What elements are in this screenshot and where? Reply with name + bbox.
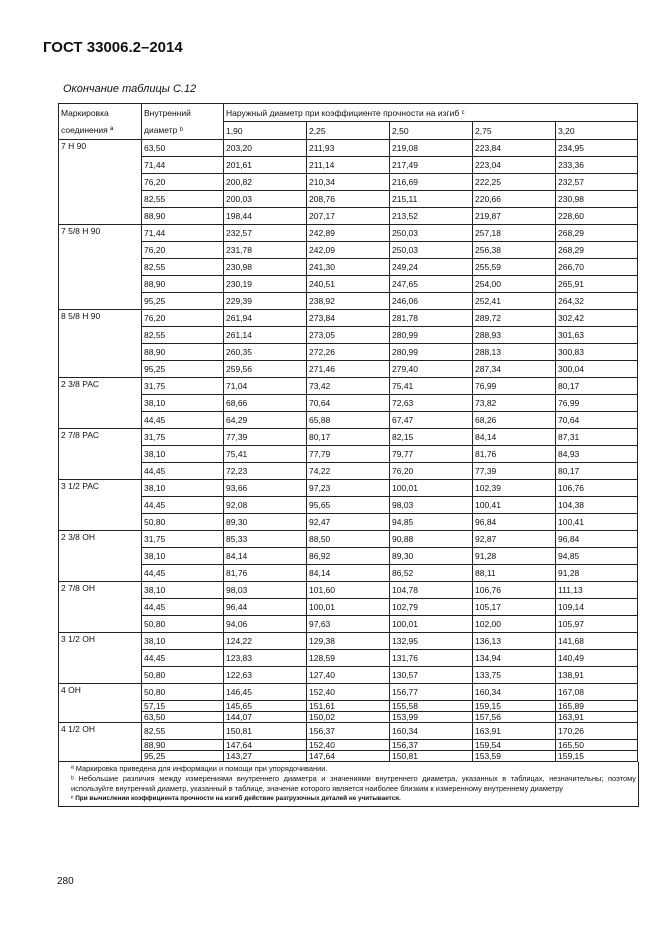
outer-diameter-cell: 109,14 <box>556 599 638 616</box>
inner-diameter-cell: 82,55 <box>142 259 224 276</box>
outer-diameter-cell: 87,31 <box>556 429 638 446</box>
outer-diameter-cell: 72,63 <box>390 395 473 412</box>
connection-marking-cell: 8 5/8 Н 90 <box>59 310 142 378</box>
col-marking-header: Маркировка <box>59 104 142 122</box>
col-inner-diameter-header: Внутренний <box>142 104 224 122</box>
outer-diameter-cell: 159,54 <box>473 740 556 751</box>
outer-diameter-cell: 80,17 <box>307 429 390 446</box>
outer-diameter-cell: 70,64 <box>307 395 390 412</box>
outer-diameter-cell: 200,03 <box>224 191 307 208</box>
outer-diameter-cell: 150,81 <box>390 751 473 762</box>
header-row <box>59 104 638 122</box>
table-row <box>59 446 638 463</box>
outer-diameter-cell: 156,37 <box>390 740 473 751</box>
table-row <box>59 293 638 310</box>
outer-diameter-cell: 233,36 <box>556 157 638 174</box>
outer-diameter-cell: 230,19 <box>224 276 307 293</box>
outer-diameter-cell: 147,64 <box>307 751 390 762</box>
outer-diameter-cell: 106,76 <box>556 480 638 497</box>
inner-diameter-cell: 38,10 <box>142 446 224 463</box>
outer-diameter-cell: 141,68 <box>556 633 638 650</box>
table-row <box>59 740 638 751</box>
outer-diameter-cell: 76,99 <box>473 378 556 395</box>
outer-diameter-cell: 280,99 <box>390 344 473 361</box>
outer-diameter-cell: 156,77 <box>390 684 473 701</box>
outer-diameter-cell: 94,85 <box>556 548 638 565</box>
outer-diameter-cell: 247,65 <box>390 276 473 293</box>
inner-diameter-cell: 31,75 <box>142 378 224 395</box>
inner-diameter-cell: 88,90 <box>142 276 224 293</box>
outer-diameter-cell: 101,60 <box>307 582 390 599</box>
table-row <box>59 565 638 582</box>
inner-diameter-cell: 57,15 <box>142 701 224 712</box>
outer-diameter-cell: 287,34 <box>473 361 556 378</box>
outer-diameter-cell: 272,26 <box>307 344 390 361</box>
outer-diameter-cell: 155,58 <box>390 701 473 712</box>
footnote-a: ª Маркировка приведена для информации и помощи при упорядочивании. <box>71 764 328 773</box>
outer-diameter-cell: 222,25 <box>473 174 556 191</box>
outer-diameter-cell: 229,39 <box>224 293 307 310</box>
outer-diameter-cell: 156,37 <box>307 723 390 740</box>
outer-diameter-cell: 163,91 <box>556 712 638 723</box>
outer-diameter-cell: 241,30 <box>307 259 390 276</box>
inner-diameter-cell: 38,10 <box>142 480 224 497</box>
outer-diameter-cell: 230,98 <box>224 259 307 276</box>
outer-diameter-cell: 150,02 <box>307 712 390 723</box>
inner-diameter-cell: 82,55 <box>142 191 224 208</box>
inner-diameter-cell: 38,10 <box>142 582 224 599</box>
outer-diameter-cell: 273,84 <box>307 310 390 327</box>
outer-diameter-cell: 273,05 <box>307 327 390 344</box>
outer-diameter-cell: 86,52 <box>390 565 473 582</box>
outer-diameter-cell: 76,99 <box>556 395 638 412</box>
outer-diameter-cell: 264,32 <box>556 293 638 310</box>
connection-marking-cell: 4 ОН <box>59 684 142 723</box>
outer-diameter-cell: 271,46 <box>307 361 390 378</box>
outer-diameter-cell: 238,92 <box>307 293 390 310</box>
outer-diameter-cell: 211,93 <box>307 140 390 157</box>
outer-diameter-cell: 288,93 <box>473 327 556 344</box>
outer-diameter-cell: 68,26 <box>473 412 556 429</box>
inner-diameter-cell: 88,90 <box>142 344 224 361</box>
table-row <box>59 310 638 327</box>
outer-diameter-cell: 217,49 <box>390 157 473 174</box>
outer-diameter-cell: 210,34 <box>307 174 390 191</box>
outer-diameter-cell: 92,47 <box>307 514 390 531</box>
outer-diameter-cell: 215,11 <box>390 191 473 208</box>
outer-diameter-cell: 84,14 <box>473 429 556 446</box>
outer-diameter-cell: 159,15 <box>556 751 638 762</box>
outer-diameter-cell: 84,93 <box>556 446 638 463</box>
inner-diameter-cell: 50,80 <box>142 684 224 701</box>
table-row <box>59 429 638 446</box>
outer-diameter-cell: 223,04 <box>473 157 556 174</box>
outer-diameter-cell: 94,85 <box>390 514 473 531</box>
table-row <box>59 667 638 684</box>
table-row <box>59 599 638 616</box>
outer-diameter-cell: 96,84 <box>473 514 556 531</box>
inner-diameter-cell: 63,50 <box>142 140 224 157</box>
inner-diameter-cell: 71,44 <box>142 225 224 242</box>
outer-diameter-cell: 220,66 <box>473 191 556 208</box>
outer-diameter-cell: 163,91 <box>473 723 556 740</box>
outer-diameter-cell: 65,88 <box>307 412 390 429</box>
outer-diameter-cell: 159,15 <box>473 701 556 712</box>
outer-diameter-cell: 80,17 <box>556 463 638 480</box>
outer-diameter-cell: 89,30 <box>224 514 307 531</box>
table-row <box>59 514 638 531</box>
inner-diameter-cell: 44,45 <box>142 463 224 480</box>
outer-diameter-cell: 102,39 <box>473 480 556 497</box>
table-row <box>59 191 638 208</box>
outer-diameter-cell: 232,57 <box>556 174 638 191</box>
inner-diameter-cell: 31,75 <box>142 429 224 446</box>
outer-diameter-cell: 153,59 <box>473 751 556 762</box>
table-row <box>59 412 638 429</box>
inner-diameter-cell: 88,90 <box>142 208 224 225</box>
outer-diameter-cell: 77,79 <box>307 446 390 463</box>
outer-diameter-cell: 106,76 <box>473 582 556 599</box>
outer-diameter-cell: 73,42 <box>307 378 390 395</box>
outer-diameter-cell: 138,91 <box>556 667 638 684</box>
outer-diameter-cell: 256,38 <box>473 242 556 259</box>
outer-diameter-cell: 81,76 <box>224 565 307 582</box>
coef-header: 2,25 <box>307 122 390 140</box>
inner-diameter-cell: 88,90 <box>142 740 224 751</box>
outer-diameter-cell: 152,40 <box>307 684 390 701</box>
table-row <box>59 633 638 650</box>
outer-diameter-cell: 136,13 <box>473 633 556 650</box>
inner-diameter-cell: 44,45 <box>142 412 224 429</box>
outer-diameter-cell: 75,41 <box>224 446 307 463</box>
outer-diameter-cell: 140,49 <box>556 650 638 667</box>
outer-diameter-cell: 102,00 <box>473 616 556 633</box>
outer-diameter-cell: 143,27 <box>224 751 307 762</box>
outer-diameter-cell: 123,83 <box>224 650 307 667</box>
outer-diameter-cell: 223,84 <box>473 140 556 157</box>
inner-diameter-cell: 71,44 <box>142 157 224 174</box>
table-row <box>59 276 638 293</box>
outer-diameter-cell: 232,57 <box>224 225 307 242</box>
outer-diameter-cell: 88,50 <box>307 531 390 548</box>
coef-header: 1,90 <box>224 122 307 140</box>
outer-diameter-cell: 170,26 <box>556 723 638 740</box>
table-container <box>58 103 637 807</box>
table-row <box>59 242 638 259</box>
table-row <box>59 723 638 740</box>
outer-diameter-cell: 79,77 <box>390 446 473 463</box>
outer-diameter-cell: 268,29 <box>556 242 638 259</box>
outer-diameter-cell: 91,28 <box>473 548 556 565</box>
outer-diameter-cell: 201,61 <box>224 157 307 174</box>
inner-diameter-cell: 44,45 <box>142 565 224 582</box>
table-row <box>59 650 638 667</box>
outer-diameter-cell: 105,17 <box>473 599 556 616</box>
inner-diameter-cell: 76,20 <box>142 174 224 191</box>
outer-diameter-cell: 250,03 <box>390 225 473 242</box>
outer-diameter-cell: 82,15 <box>390 429 473 446</box>
table-row <box>59 259 638 276</box>
outer-diameter-cell: 160,34 <box>390 723 473 740</box>
outer-diameter-cell: 85,33 <box>224 531 307 548</box>
table-row <box>59 497 638 514</box>
connection-marking-cell: 2 7/8 РАС <box>59 429 142 480</box>
outer-diameter-cell: 281,78 <box>390 310 473 327</box>
footnote-c: ᶜ При вычислении коэффициента прочности на изгиб действие разгрузочных деталей не учитывается. <box>71 795 401 802</box>
outer-diameter-cell: 100,01 <box>390 480 473 497</box>
inner-diameter-cell: 95,25 <box>142 361 224 378</box>
outer-diameter-cell: 165,89 <box>556 701 638 712</box>
outer-diameter-cell: 203,20 <box>224 140 307 157</box>
table-row <box>59 157 638 174</box>
outer-diameter-cell: 208,76 <box>307 191 390 208</box>
outer-diameter-cell: 97,63 <box>307 616 390 633</box>
outer-diameter-cell: 96,84 <box>556 531 638 548</box>
outer-diameter-cell: 76,20 <box>390 463 473 480</box>
inner-diameter-cell: 44,45 <box>142 497 224 514</box>
inner-diameter-cell: 95,25 <box>142 751 224 762</box>
outer-diameter-cell: 96,44 <box>224 599 307 616</box>
col-marking-header-line2: соединения ª <box>59 122 142 140</box>
outer-diameter-cell: 252,41 <box>473 293 556 310</box>
connection-marking-cell: 4 1/2 ОН <box>59 723 142 762</box>
outer-diameter-cell: 150,81 <box>224 723 307 740</box>
outer-diameter-cell: 111,13 <box>556 582 638 599</box>
outer-diameter-cell: 302,42 <box>556 310 638 327</box>
outer-diameter-cell: 242,09 <box>307 242 390 259</box>
outer-diameter-cell: 260,35 <box>224 344 307 361</box>
inner-diameter-cell: 50,80 <box>142 667 224 684</box>
connection-marking-cell: 7 Н 90 <box>59 140 142 225</box>
outer-diameter-cell: 207,17 <box>307 208 390 225</box>
outer-diameter-cell: 86,92 <box>307 548 390 565</box>
outer-diameter-cell: 152,40 <box>307 740 390 751</box>
table-row <box>59 582 638 599</box>
outer-diameter-cell: 124,22 <box>224 633 307 650</box>
outer-diameter-cell: 157,56 <box>473 712 556 723</box>
inner-diameter-cell: 76,20 <box>142 310 224 327</box>
inner-diameter-cell: 44,45 <box>142 650 224 667</box>
outer-diameter-cell: 242,89 <box>307 225 390 242</box>
outer-diameter-cell: 94,06 <box>224 616 307 633</box>
connection-marking-cell: 2 3/8 ОН <box>59 531 142 582</box>
outer-diameter-cell: 97,23 <box>307 480 390 497</box>
connection-marking-cell: 2 7/8 ОН <box>59 582 142 633</box>
coef-header: 3,20 <box>556 122 638 140</box>
table-row <box>59 463 638 480</box>
outer-diameter-cell: 160,34 <box>473 684 556 701</box>
connection-marking-cell: 3 1/2 ОН <box>59 633 142 684</box>
outer-diameter-cell: 100,01 <box>390 616 473 633</box>
outer-diameter-cell: 254,00 <box>473 276 556 293</box>
table-row <box>59 344 638 361</box>
outer-diameter-cell: 74,22 <box>307 463 390 480</box>
table-row <box>59 327 638 344</box>
table-row <box>59 684 638 701</box>
outer-diameter-cell: 216,69 <box>390 174 473 191</box>
outer-diameter-cell: 104,78 <box>390 582 473 599</box>
outer-diameter-cell: 84,14 <box>307 565 390 582</box>
table-row <box>59 701 638 712</box>
outer-diameter-cell: 127,40 <box>307 667 390 684</box>
outer-diameter-cell: 211,14 <box>307 157 390 174</box>
outer-diameter-cell: 105,97 <box>556 616 638 633</box>
outer-diameter-cell: 231,78 <box>224 242 307 259</box>
outer-diameter-cell: 93,66 <box>224 480 307 497</box>
outer-diameter-cell: 301,63 <box>556 327 638 344</box>
outer-diameter-cell: 198,44 <box>224 208 307 225</box>
outer-diameter-cell: 131,76 <box>390 650 473 667</box>
outer-diameter-cell: 147,64 <box>224 740 307 751</box>
outer-diameter-cell: 261,14 <box>224 327 307 344</box>
outer-diameter-cell: 146,45 <box>224 684 307 701</box>
outer-diameter-cell: 71,04 <box>224 378 307 395</box>
coef-header-row <box>59 122 638 140</box>
outer-diameter-cell: 219,08 <box>390 140 473 157</box>
outer-diameter-cell: 102,79 <box>390 599 473 616</box>
inner-diameter-cell: 63,50 <box>142 712 224 723</box>
page-number: 280 <box>57 876 74 887</box>
outer-diameter-cell: 100,01 <box>307 599 390 616</box>
outer-diameter-cell: 100,41 <box>556 514 638 531</box>
document-title: ГОСТ 33006.2–2014 <box>43 39 183 56</box>
outer-diameter-cell: 279,40 <box>390 361 473 378</box>
outer-diameter-cell: 104,38 <box>556 497 638 514</box>
outer-diameter-cell: 255,59 <box>473 259 556 276</box>
outer-diameter-cell: 289,72 <box>473 310 556 327</box>
outer-diameter-cell: 84,14 <box>224 548 307 565</box>
outer-diameter-cell: 228,60 <box>556 208 638 225</box>
table-body <box>59 104 638 762</box>
outer-diameter-cell: 153,99 <box>390 712 473 723</box>
inner-diameter-cell: 50,80 <box>142 616 224 633</box>
outer-diameter-cell: 151,61 <box>307 701 390 712</box>
outer-diameter-cell: 89,30 <box>390 548 473 565</box>
table-caption: Окончание таблицы С.12 <box>63 83 197 95</box>
outer-diameter-cell: 100,41 <box>473 497 556 514</box>
outer-diameter-cell: 92,87 <box>473 531 556 548</box>
outer-diameter-cell: 165,50 <box>556 740 638 751</box>
outer-diameter-cell: 80,17 <box>556 378 638 395</box>
outer-diameter-cell: 67,47 <box>390 412 473 429</box>
table-row <box>59 208 638 225</box>
coef-header: 2,50 <box>390 122 473 140</box>
outer-diameter-cell: 280,99 <box>390 327 473 344</box>
outer-diameter-cell: 98,03 <box>390 497 473 514</box>
outer-diameter-cell: 300,04 <box>556 361 638 378</box>
outer-diameter-cell: 95,65 <box>307 497 390 514</box>
coef-header: 2,75 <box>473 122 556 140</box>
outer-diameter-cell: 219,87 <box>473 208 556 225</box>
table-row <box>59 225 638 242</box>
outer-diameter-cell: 75,41 <box>390 378 473 395</box>
footnote-b: ᵇ Небольшие различия между измерениями внутреннего диаметра и значениями внутреннего диаметра, указанных в таблицах, незначительны; поэтому используйте внутренний диаметр, указанный в таблице, значение которого является наиболее близким к измеренному внутреннему диаметру <box>71 774 636 793</box>
outer-diameter-cell: 77,39 <box>224 429 307 446</box>
col-inner-diameter-header-line2: диаметр ᵇ <box>142 122 224 140</box>
outer-diameter-cell: 68,66 <box>224 395 307 412</box>
table-footnotes <box>58 762 639 807</box>
inner-diameter-cell: 76,20 <box>142 242 224 259</box>
table-row <box>59 712 638 723</box>
outer-diameter-cell: 250,03 <box>390 242 473 259</box>
outer-diameter-cell: 234,95 <box>556 140 638 157</box>
table-row <box>59 378 638 395</box>
table-row <box>59 531 638 548</box>
outer-diameter-cell: 200,82 <box>224 174 307 191</box>
outer-diameter-cell: 73,82 <box>473 395 556 412</box>
outer-diameter-cell: 213,52 <box>390 208 473 225</box>
outer-diameter-cell: 134,94 <box>473 650 556 667</box>
table-row <box>59 751 638 762</box>
outer-diameter-cell: 259,56 <box>224 361 307 378</box>
outer-diameter-cell: 261,94 <box>224 310 307 327</box>
outer-diameter-cell: 64,29 <box>224 412 307 429</box>
inner-diameter-cell: 82,55 <box>142 327 224 344</box>
connection-marking-cell: 7 5/8 Н 90 <box>59 225 142 310</box>
data-table <box>58 103 638 762</box>
outer-diameter-cell: 300,83 <box>556 344 638 361</box>
connection-marking-cell: 2 3/8 РАС <box>59 378 142 429</box>
inner-diameter-cell: 95,25 <box>142 293 224 310</box>
table-row <box>59 395 638 412</box>
table-row <box>59 616 638 633</box>
outer-diameter-cell: 265,91 <box>556 276 638 293</box>
outer-diameter-cell: 130,57 <box>390 667 473 684</box>
table-row <box>59 548 638 565</box>
inner-diameter-cell: 38,10 <box>142 395 224 412</box>
outer-diameter-cell: 92,08 <box>224 497 307 514</box>
outer-diameter-cell: 81,76 <box>473 446 556 463</box>
outer-diameter-cell: 268,29 <box>556 225 638 242</box>
inner-diameter-cell: 82,55 <box>142 723 224 740</box>
outer-diameter-cell: 88,11 <box>473 565 556 582</box>
connection-marking-cell: 3 1/2 РАС <box>59 480 142 531</box>
table-row <box>59 480 638 497</box>
inner-diameter-cell: 50,80 <box>142 514 224 531</box>
outer-diameter-cell: 257,18 <box>473 225 556 242</box>
outer-diameter-cell: 288,13 <box>473 344 556 361</box>
outer-diameter-cell: 91,28 <box>556 565 638 582</box>
outer-diameter-cell: 132,95 <box>390 633 473 650</box>
table-row <box>59 174 638 191</box>
outer-diameter-cell: 90,88 <box>390 531 473 548</box>
outer-diameter-cell: 133,75 <box>473 667 556 684</box>
outer-diameter-cell: 266,70 <box>556 259 638 276</box>
outer-diameter-group-header: Наружный диаметр при коэффициенте прочности на изгиб ᶜ <box>224 104 638 122</box>
inner-diameter-cell: 44,45 <box>142 599 224 616</box>
outer-diameter-cell: 230,98 <box>556 191 638 208</box>
outer-diameter-cell: 122,63 <box>224 667 307 684</box>
outer-diameter-cell: 70,64 <box>556 412 638 429</box>
table-row <box>59 140 638 157</box>
outer-diameter-cell: 246,06 <box>390 293 473 310</box>
outer-diameter-cell: 98,03 <box>224 582 307 599</box>
outer-diameter-cell: 249,24 <box>390 259 473 276</box>
table-row <box>59 361 638 378</box>
inner-diameter-cell: 31,75 <box>142 531 224 548</box>
outer-diameter-cell: 72,23 <box>224 463 307 480</box>
outer-diameter-cell: 144,07 <box>224 712 307 723</box>
outer-diameter-cell: 129,38 <box>307 633 390 650</box>
inner-diameter-cell: 38,10 <box>142 548 224 565</box>
inner-diameter-cell: 38,10 <box>142 633 224 650</box>
outer-diameter-cell: 240,51 <box>307 276 390 293</box>
outer-diameter-cell: 77,39 <box>473 463 556 480</box>
outer-diameter-cell: 128,59 <box>307 650 390 667</box>
outer-diameter-cell: 145,65 <box>224 701 307 712</box>
outer-diameter-cell: 167,08 <box>556 684 638 701</box>
